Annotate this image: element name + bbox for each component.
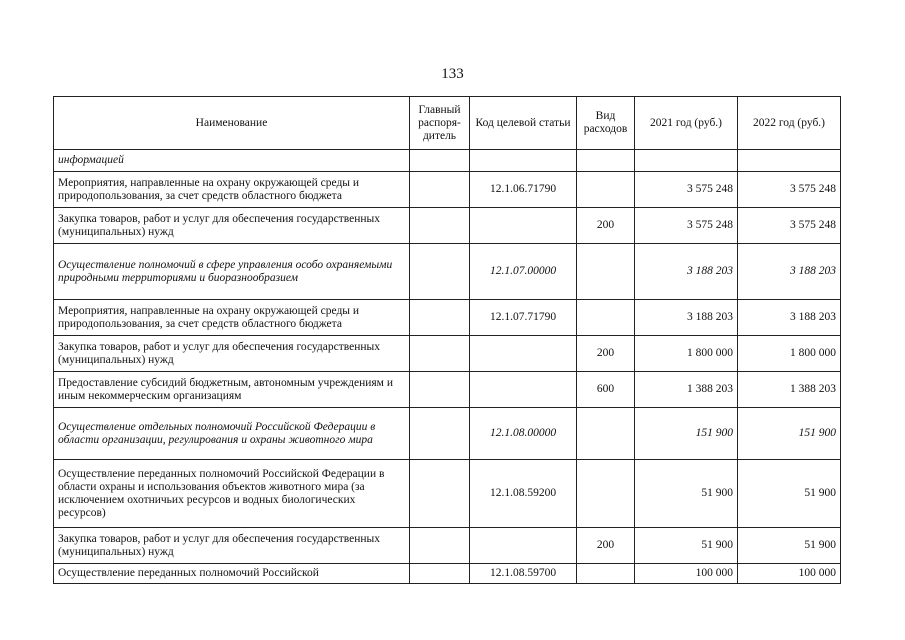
cell-name: Закупка товаров, работ и услуг для обеспечения государственных (муниципальных) нужд xyxy=(54,528,410,564)
cell-code: 12.1.07.71790 xyxy=(470,300,577,336)
cell-2021: 51 900 xyxy=(635,460,738,528)
cell-2022: 3 575 248 xyxy=(738,172,841,208)
header-2022: 2022 год (руб.) xyxy=(738,97,841,150)
cell-admin xyxy=(410,150,470,172)
table-row xyxy=(54,528,841,564)
header-code: Код целевой статьи xyxy=(470,97,577,150)
cell-2022: 1 388 203 xyxy=(738,372,841,408)
cell-admin xyxy=(410,172,470,208)
cell-name: информацией xyxy=(54,150,410,172)
table-header-row xyxy=(54,97,841,150)
cell-2022: 3 575 248 xyxy=(738,208,841,244)
cell-2021: 1 388 203 xyxy=(635,372,738,408)
cell-code: 12.1.06.71790 xyxy=(470,172,577,208)
budget-table xyxy=(53,96,841,584)
header-name: Наименование xyxy=(54,97,410,150)
cell-kind xyxy=(577,150,635,172)
cell-code xyxy=(470,336,577,372)
cell-kind: 200 xyxy=(577,208,635,244)
cell-kind xyxy=(577,408,635,460)
header-admin: Главный распоря-дитель xyxy=(410,97,470,150)
cell-2021: 3 188 203 xyxy=(635,300,738,336)
cell-code: 12.1.08.00000 xyxy=(470,408,577,460)
table-row xyxy=(54,300,841,336)
header-2021: 2021 год (руб.) xyxy=(635,97,738,150)
cell-2022: 100 000 xyxy=(738,564,841,584)
cell-kind: 600 xyxy=(577,372,635,408)
cell-2022: 151 900 xyxy=(738,408,841,460)
table-row xyxy=(54,244,841,300)
cell-name: Мероприятия, направленные на охрану окружающей среды и природопользования, за счет средств областного бюджета xyxy=(54,172,410,208)
cell-2021: 3 575 248 xyxy=(635,172,738,208)
cell-admin xyxy=(410,244,470,300)
cell-2021: 100 000 xyxy=(635,564,738,584)
cell-2021: 3 188 203 xyxy=(635,244,738,300)
table-row xyxy=(54,172,841,208)
cell-2022: 51 900 xyxy=(738,528,841,564)
cell-code: 12.1.08.59200 xyxy=(470,460,577,528)
cell-code xyxy=(470,372,577,408)
table-row xyxy=(54,208,841,244)
cell-code xyxy=(470,150,577,172)
cell-name: Закупка товаров, работ и услуг для обеспечения государственных (муниципальных) нужд xyxy=(54,208,410,244)
cell-name: Осуществление отдельных полномочий Российской Федерации в области организации, регулирования и охраны животного мира xyxy=(54,408,410,460)
cell-2022: 3 188 203 xyxy=(738,300,841,336)
cell-name: Предоставление субсидий бюджетным, автономным учреждениям и иным некоммерческим организациям xyxy=(54,372,410,408)
cell-2021: 51 900 xyxy=(635,528,738,564)
cell-admin xyxy=(410,208,470,244)
cell-2021: 151 900 xyxy=(635,408,738,460)
table-row xyxy=(54,336,841,372)
table-body xyxy=(54,150,841,584)
cell-2022: 51 900 xyxy=(738,460,841,528)
cell-code: 12.1.07.00000 xyxy=(470,244,577,300)
cell-code xyxy=(470,208,577,244)
cell-2022: 3 188 203 xyxy=(738,244,841,300)
cell-admin xyxy=(410,300,470,336)
table-row xyxy=(54,460,841,528)
cell-admin xyxy=(410,372,470,408)
header-kind: Вид расходов xyxy=(577,97,635,150)
cell-name: Мероприятия, направленные на охрану окружающей среды и природопользования, за счет средств областного бюджета xyxy=(54,300,410,336)
cell-kind: 200 xyxy=(577,336,635,372)
cell-name: Осуществление полномочий в сфере управления особо охраняемыми природными территориями и биоразнообразием xyxy=(54,244,410,300)
cell-code xyxy=(470,528,577,564)
cell-kind xyxy=(577,172,635,208)
cell-admin xyxy=(410,564,470,584)
cell-kind xyxy=(577,460,635,528)
cell-name: Закупка товаров, работ и услуг для обеспечения государственных (муниципальных) нужд xyxy=(54,336,410,372)
table-row xyxy=(54,408,841,460)
cell-admin xyxy=(410,408,470,460)
cell-admin xyxy=(410,460,470,528)
cell-2021 xyxy=(635,150,738,172)
cell-2022 xyxy=(738,150,841,172)
cell-kind xyxy=(577,244,635,300)
cell-admin xyxy=(410,528,470,564)
cell-code: 12.1.08.59700 xyxy=(470,564,577,584)
cell-name: Осуществление переданных полномочий Российской xyxy=(54,564,410,584)
cell-admin xyxy=(410,336,470,372)
cell-2021: 3 575 248 xyxy=(635,208,738,244)
table-row xyxy=(54,372,841,408)
cell-kind xyxy=(577,564,635,584)
cell-2021: 1 800 000 xyxy=(635,336,738,372)
cell-kind xyxy=(577,300,635,336)
cell-2022: 1 800 000 xyxy=(738,336,841,372)
page-number: 133 xyxy=(441,66,464,82)
table-row xyxy=(54,564,841,584)
cell-name: Осуществление переданных полномочий Российской Федерации в области охраны и использования объектов животного мира (за исключением охотничьих ресурсов и водных биологических ресурсов) xyxy=(54,460,410,528)
cell-kind: 200 xyxy=(577,528,635,564)
table-row xyxy=(54,150,841,172)
